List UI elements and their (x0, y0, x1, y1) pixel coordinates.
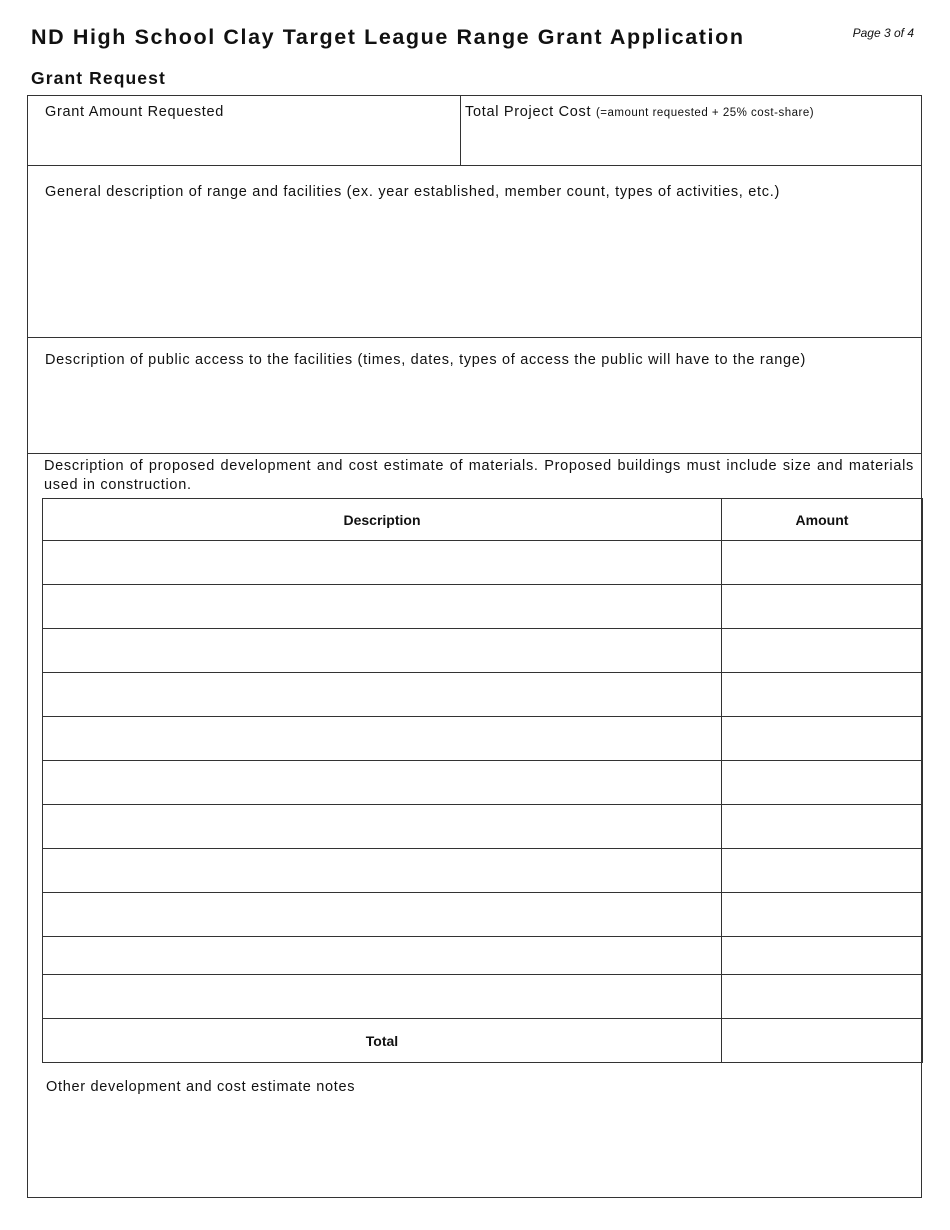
table-row (43, 717, 923, 761)
page-number: Page 3 of 4 (852, 26, 914, 40)
table-row (43, 893, 923, 937)
cost-estimate-table (42, 498, 923, 1063)
description-cell[interactable] (43, 893, 722, 937)
description-cell[interactable] (43, 541, 722, 585)
amount-cell[interactable] (722, 541, 923, 585)
table-row (43, 849, 923, 893)
amount-cell[interactable] (722, 673, 923, 717)
total-project-cost-hint: (=amount requested + 25% cost-share) (595, 107, 815, 119)
public-access-label: Description of public access to the facilities (times, dates, types of access the public will have to the range) (45, 352, 807, 368)
table-row (43, 673, 923, 717)
other-notes-label: Other development and cost estimate notes (46, 1079, 356, 1095)
document-title: ND High School Clay Target League Range Grant Application (31, 25, 745, 49)
amount-cell[interactable] (722, 585, 923, 629)
description-cell[interactable] (43, 629, 722, 673)
total-project-cost-title: Total Project Cost (465, 104, 592, 120)
amount-cell[interactable] (722, 805, 923, 849)
description-cell[interactable] (43, 849, 722, 893)
other-notes-field[interactable] (28, 1100, 921, 1196)
grant-amount-label: Grant Amount Requested (45, 104, 225, 120)
table-row (43, 761, 923, 805)
column-header-amount: Amount (722, 499, 923, 541)
total-label: Total (43, 1019, 722, 1063)
description-cell[interactable] (43, 585, 722, 629)
total-row (43, 1019, 923, 1063)
description-cell[interactable] (43, 937, 722, 975)
amount-cell[interactable] (722, 849, 923, 893)
description-cell[interactable] (43, 761, 722, 805)
table-header-row (43, 499, 923, 541)
total-project-cost-label (465, 104, 814, 120)
table-row (43, 937, 923, 975)
amount-cell[interactable] (722, 761, 923, 805)
description-cell[interactable] (43, 975, 722, 1019)
general-description-label: General description of range and facilities (ex. year established, member count, types of activities, etc.) (45, 184, 780, 200)
description-cell[interactable] (43, 805, 722, 849)
description-cell[interactable] (43, 673, 722, 717)
total-amount-cell[interactable] (722, 1019, 923, 1063)
development-label: Description of proposed development and cost estimate of materials. Proposed buildings must include size and materials used in construction. (44, 458, 914, 493)
section-title: Grant Request (31, 68, 166, 88)
column-header-description: Description (43, 499, 722, 541)
amount-cell[interactable] (722, 629, 923, 673)
table-row (43, 585, 923, 629)
table-row (43, 975, 923, 1019)
amount-cell[interactable] (722, 717, 923, 761)
amount-cell[interactable] (722, 937, 923, 975)
table-row (43, 805, 923, 849)
table-row (43, 629, 923, 673)
table-row (43, 541, 923, 585)
description-cell[interactable] (43, 717, 722, 761)
amount-cell[interactable] (722, 893, 923, 937)
amount-cell[interactable] (722, 975, 923, 1019)
